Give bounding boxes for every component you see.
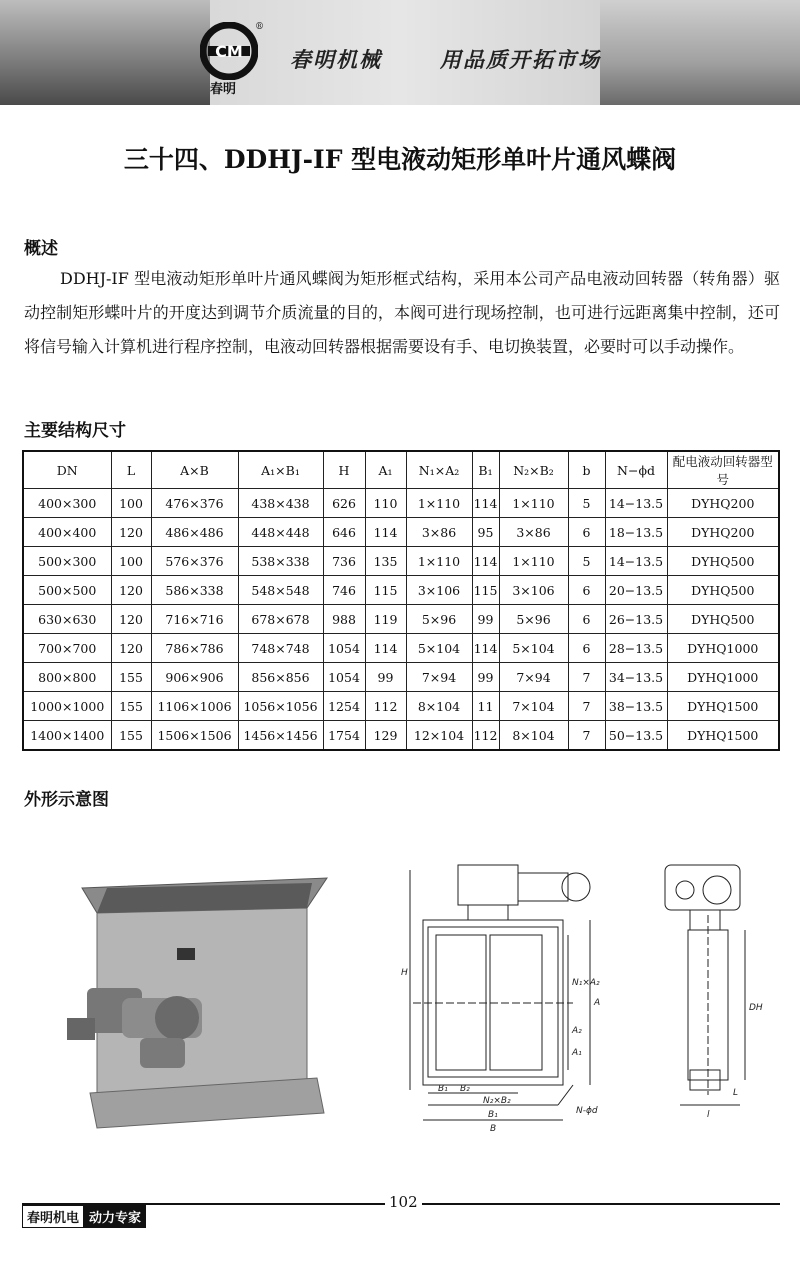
table-cell: 1×110 — [406, 489, 472, 518]
table-cell: 95 — [472, 518, 499, 547]
table-cell: 129 — [365, 721, 406, 751]
table-cell: 99 — [365, 663, 406, 692]
company-logo — [200, 22, 258, 80]
table-cell: 1106×1006 — [151, 692, 238, 721]
table-cell: DYHQ500 — [667, 576, 779, 605]
column-header: H — [323, 451, 365, 489]
front-view-drawing — [398, 855, 608, 1135]
industrial-scene-image — [0, 0, 210, 105]
slogan: 用品质开拓市场 — [440, 48, 601, 72]
table-cell: 748×748 — [238, 634, 323, 663]
table-cell: 576×376 — [151, 547, 238, 576]
table-cell: 115 — [472, 576, 499, 605]
table-cell: 99 — [472, 663, 499, 692]
table-cell: 716×716 — [151, 605, 238, 634]
column-header: B₁ — [472, 451, 499, 489]
table-cell: 38−13.5 — [605, 692, 667, 721]
table-row — [23, 692, 779, 721]
table-cell: 678×678 — [238, 605, 323, 634]
table-row — [23, 605, 779, 634]
dimensions-heading: 主要结构尺寸 — [24, 421, 126, 441]
table-cell: 28−13.5 — [605, 634, 667, 663]
table-row — [23, 576, 779, 605]
label-l: l — [707, 1110, 710, 1120]
table-cell: 800×800 — [23, 663, 111, 692]
table-cell: 5×104 — [499, 634, 568, 663]
table-cell: 1×110 — [406, 547, 472, 576]
brand-name: 春明机械 — [290, 48, 382, 72]
overview-heading: 概述 — [24, 239, 58, 259]
table-cell: 11 — [472, 692, 499, 721]
table-cell: 646 — [323, 518, 365, 547]
table-cell: 114 — [365, 634, 406, 663]
table-cell: 538×338 — [238, 547, 323, 576]
label-B1-bottom: B₁ — [488, 1110, 498, 1120]
table-cell: 1056×1056 — [238, 692, 323, 721]
column-header: L — [111, 451, 151, 489]
dimensions-table — [22, 450, 780, 751]
table-cell: 1254 — [323, 692, 365, 721]
table-cell: 3×86 — [499, 518, 568, 547]
table-cell: 119 — [365, 605, 406, 634]
label-A: A — [594, 998, 601, 1008]
table-cell: 3×86 — [406, 518, 472, 547]
table-cell: 700×700 — [23, 634, 111, 663]
column-header: 配电液动回转器型号 — [667, 451, 779, 489]
label-B: B — [490, 1124, 497, 1134]
table-cell: 8×104 — [406, 692, 472, 721]
table-cell: 155 — [111, 663, 151, 692]
table-cell: DYHQ500 — [667, 547, 779, 576]
table-cell: 114 — [365, 518, 406, 547]
table-cell: 1000×1000 — [23, 692, 111, 721]
table-cell: 112 — [472, 721, 499, 751]
table-cell: 34−13.5 — [605, 663, 667, 692]
table-cell: 3×106 — [499, 576, 568, 605]
column-header: N₁×A₂ — [406, 451, 472, 489]
table-cell: 400×300 — [23, 489, 111, 518]
table-cell: 1×110 — [499, 489, 568, 518]
table-cell: 7×94 — [499, 663, 568, 692]
table-cell: 5×104 — [406, 634, 472, 663]
table-cell: 120 — [111, 576, 151, 605]
table-cell: 112 — [365, 692, 406, 721]
table-cell: 20−13.5 — [605, 576, 667, 605]
column-header: N₂×B₂ — [499, 451, 568, 489]
table-cell: DYHQ200 — [667, 518, 779, 547]
table-cell: 548×548 — [238, 576, 323, 605]
page-title: 三十四、DDHJ-IF 型电液动矩形单叶片通风蝶阀 — [123, 145, 677, 174]
table-cell: 114 — [472, 489, 499, 518]
table-cell: 155 — [111, 721, 151, 751]
footer-brand-name: 春明机电 — [22, 1205, 84, 1228]
table-cell: 7 — [568, 721, 605, 751]
table-cell: 746 — [323, 576, 365, 605]
table-cell: 1400×1400 — [23, 721, 111, 751]
table-row — [23, 634, 779, 663]
table-cell: 448×448 — [238, 518, 323, 547]
table-row — [23, 489, 779, 518]
table-cell: 120 — [111, 605, 151, 634]
table-cell: DYHQ200 — [667, 489, 779, 518]
side-view-drawing — [655, 855, 765, 1125]
table-cell: 114 — [472, 547, 499, 576]
table-cell: 26−13.5 — [605, 605, 667, 634]
table-cell: 120 — [111, 634, 151, 663]
label-A2: A₂ — [572, 1026, 582, 1036]
outline-heading: 外形示意图 — [24, 790, 109, 810]
table-cell: 120 — [111, 518, 151, 547]
table-cell: 7 — [568, 663, 605, 692]
label-B2: B₂ — [460, 1084, 470, 1094]
table-cell: 99 — [472, 605, 499, 634]
label-A1: A₁ — [572, 1048, 582, 1058]
table-cell: 7 — [568, 692, 605, 721]
table-row — [23, 721, 779, 751]
label-H: H — [401, 968, 408, 978]
table-cell: 630×630 — [23, 605, 111, 634]
table-cell: 438×438 — [238, 489, 323, 518]
label-L: L — [733, 1088, 739, 1098]
column-header: N−ϕd — [605, 451, 667, 489]
table-cell: 155 — [111, 692, 151, 721]
table-cell: 1054 — [323, 634, 365, 663]
column-header: DN — [23, 451, 111, 489]
table-cell: 6 — [568, 605, 605, 634]
registered-mark: ® — [255, 22, 264, 32]
table-cell: 14−13.5 — [605, 489, 667, 518]
table-cell: 114 — [472, 634, 499, 663]
table-cell: 7×104 — [499, 692, 568, 721]
table-cell: 100 — [111, 547, 151, 576]
column-header: A₁ — [365, 451, 406, 489]
table-cell: 50−13.5 — [605, 721, 667, 751]
label-N1A2: N₁×A₂ — [572, 978, 600, 988]
table-cell: 988 — [323, 605, 365, 634]
table-cell: 736 — [323, 547, 365, 576]
table-row — [23, 663, 779, 692]
table-cell: 110 — [365, 489, 406, 518]
table-cell: 6 — [568, 518, 605, 547]
label-B1: B₁ — [438, 1084, 448, 1094]
table-cell: 500×300 — [23, 547, 111, 576]
table-cell: 5 — [568, 547, 605, 576]
table-cell: 400×400 — [23, 518, 111, 547]
label-N-d: N-ϕd — [576, 1106, 598, 1116]
table-cell: 786×786 — [151, 634, 238, 663]
header-banner — [0, 0, 800, 105]
table-cell: 135 — [365, 547, 406, 576]
column-header: A×B — [151, 451, 238, 489]
table-cell: DYHQ1000 — [667, 634, 779, 663]
table-cell: DYHQ1000 — [667, 663, 779, 692]
table-cell: 12×104 — [406, 721, 472, 751]
table-cell: DYHQ500 — [667, 605, 779, 634]
footer-brand — [22, 1205, 146, 1228]
logo-subtext: 春明 — [210, 82, 237, 97]
table-cell: 1×110 — [499, 547, 568, 576]
table-cell: 8×104 — [499, 721, 568, 751]
table-cell: 5 — [568, 489, 605, 518]
table-cell: 1054 — [323, 663, 365, 692]
table-cell: 1754 — [323, 721, 365, 751]
table-cell: 5×96 — [406, 605, 472, 634]
table-row — [23, 547, 779, 576]
valve-photo — [62, 868, 332, 1133]
table-cell: 1506×1506 — [151, 721, 238, 751]
table-cell: 906×906 — [151, 663, 238, 692]
page-number: 102 — [385, 1193, 422, 1211]
column-header: b — [568, 451, 605, 489]
label-N2B2: N₂×B₂ — [483, 1096, 511, 1106]
table-cell: 1456×1456 — [238, 721, 323, 751]
table-cell: 6 — [568, 576, 605, 605]
table-cell: 7×94 — [406, 663, 472, 692]
table-cell: 476×376 — [151, 489, 238, 518]
table-cell: DYHQ1500 — [667, 721, 779, 751]
footer-tagline: 动力专家 — [84, 1205, 146, 1228]
table-cell: 500×500 — [23, 576, 111, 605]
svg-text:CM: CM — [215, 42, 243, 61]
overview-text: DDHJ-IF 型电液动矩形单叶片通风蝶阀为矩形框式结构，采用本公司产品电液动回转器（转角器）驱动控制矩形蝶叶片的开度达到调节介质流量的目的，本阀可进行现场控制，也可进行远距离集中控制，还可将信号输入计算机进行程序控制，电液动回转器根据需要设有手、电切换装置，必要时可以手动操作。 — [24, 269, 780, 356]
table-cell: 486×486 — [151, 518, 238, 547]
table-cell: 586×338 — [151, 576, 238, 605]
table-cell: 3×106 — [406, 576, 472, 605]
table-cell: 626 — [323, 489, 365, 518]
table-cell: 115 — [365, 576, 406, 605]
table-cell: 14−13.5 — [605, 547, 667, 576]
column-header: A₁×B₁ — [238, 451, 323, 489]
power-plant-image — [600, 0, 800, 105]
table-cell: 100 — [111, 489, 151, 518]
table-header-row — [23, 451, 779, 489]
table-cell: 856×856 — [238, 663, 323, 692]
table-row — [23, 518, 779, 547]
label-DH: DH — [749, 1003, 763, 1013]
table-cell: 6 — [568, 634, 605, 663]
table-cell: 18−13.5 — [605, 518, 667, 547]
table-cell: DYHQ1500 — [667, 692, 779, 721]
table-cell: 5×96 — [499, 605, 568, 634]
